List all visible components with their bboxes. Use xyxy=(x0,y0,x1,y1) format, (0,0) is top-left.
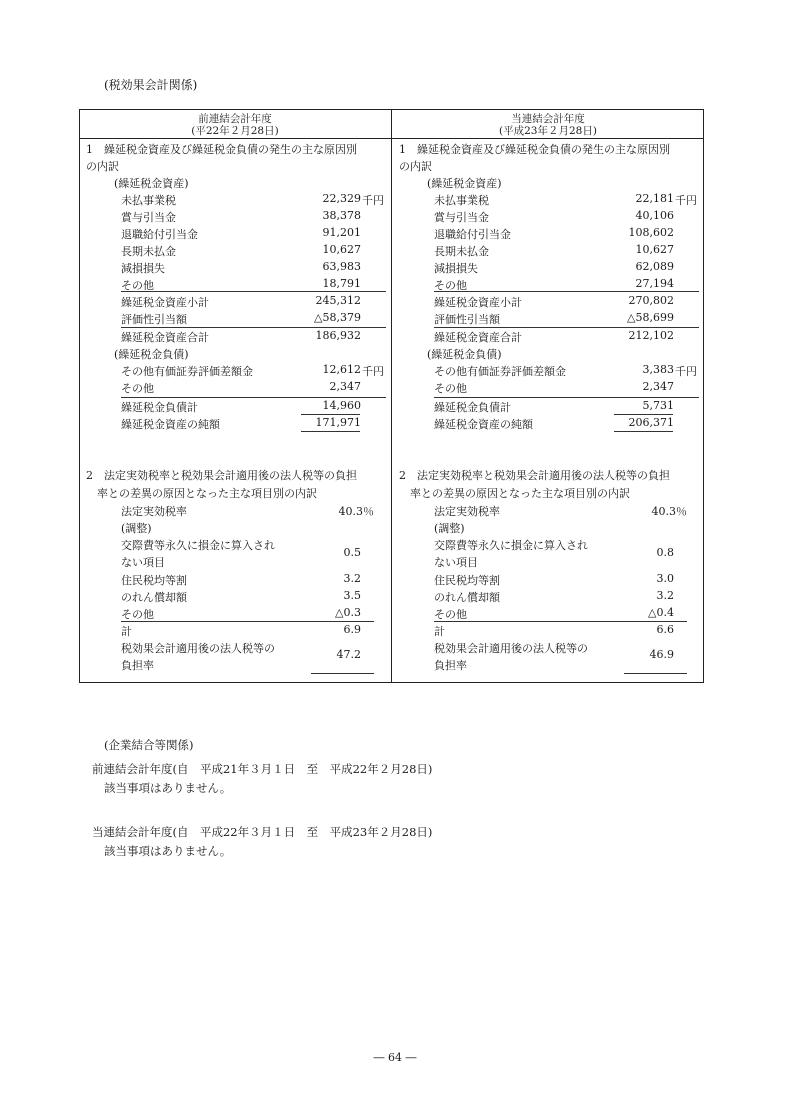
liability-item-value: 2,347 xyxy=(642,380,674,393)
entertainment-value: 0.8 xyxy=(656,546,674,559)
liability-item-label: その他有価証券評価差額金 xyxy=(121,365,253,378)
liability-item-label: その他有価証券評価差額金 xyxy=(434,365,566,378)
section2-title: 2 法定実効税率と税効果会計適用後の法人税等の負担 xyxy=(399,469,670,482)
column-header-date: (平22年２月28日) xyxy=(191,125,279,137)
assets-heading: (繰延税金資産) xyxy=(427,177,502,190)
adjustment-heading: (調整) xyxy=(434,522,465,535)
liabilities-total-value: 14,960 xyxy=(322,399,361,412)
section2-title: 2 法定実効税率と税効果会計適用後の法人税等の負担 xyxy=(86,469,357,482)
asset-item-value: 22,329 xyxy=(322,192,361,205)
prior-period-label: 前連結会計年度(自 平成21年３月１日 至 平成22年２月28日) xyxy=(92,762,433,776)
current-period-note: 該当事項はありません。 xyxy=(104,844,232,858)
business-combination-title: (企業結合等関係) xyxy=(104,738,194,752)
asset-item-value: 22,181 xyxy=(635,192,674,205)
assets-heading: (繰延税金資産) xyxy=(114,177,189,190)
prior-year-column xyxy=(79,0,391,1118)
net-deferred-tax-assets-label: 繰延税金資産の純額 xyxy=(434,418,533,431)
effective-rate-rule xyxy=(624,673,687,674)
asset-item-label: 賞与引当金 xyxy=(434,211,489,224)
asset-item-label: 長期未払金 xyxy=(121,245,176,258)
column-header-title: 前連結会計年度 xyxy=(198,113,272,125)
section1-title-cont: の内訳 xyxy=(399,160,432,173)
liability-item-value: 2,347 xyxy=(329,380,361,393)
asset-item-unit: 千円 xyxy=(362,194,384,207)
liabilities-total-value: 5,731 xyxy=(642,399,674,412)
liabilities-total-label: 繰延税金負債計 xyxy=(121,401,198,414)
net-lower-rule xyxy=(614,431,673,432)
effective-rate-label-cont: 負担率 xyxy=(121,659,154,672)
asset-item-label: その他 xyxy=(121,279,154,292)
liability-item-unit: 千円 xyxy=(675,365,697,378)
effective-rate-label: 税効果会計適用後の法人税等の xyxy=(434,642,588,655)
adjustment-total-value: 6.9 xyxy=(343,623,361,636)
asset-item-label: 賞与引当金 xyxy=(121,211,176,224)
adjustment-item-value: △0.4 xyxy=(648,606,674,619)
subtotal-rule xyxy=(434,291,699,292)
asset-item-label: 未払事業税 xyxy=(434,194,489,207)
adjustment-item-label: その他 xyxy=(434,608,467,621)
asset-item-value: 63,983 xyxy=(322,260,361,273)
liabilities-heading: (繰延税金負債) xyxy=(427,348,502,361)
net-upper-rule xyxy=(614,414,673,415)
valuation-allowance-label: 評価性引当額 xyxy=(121,313,187,326)
adjustment-item-value: 3.2 xyxy=(656,589,674,602)
net-lower-rule xyxy=(301,431,360,432)
asset-item-label: 長期未払金 xyxy=(434,245,489,258)
total-rule xyxy=(121,327,386,328)
asset-item-value: 27,194 xyxy=(635,277,674,290)
asset-item-value: 10,627 xyxy=(635,243,674,256)
adjustment-total-value: 6.6 xyxy=(656,623,674,636)
asset-item-label: 減損損失 xyxy=(121,262,165,275)
liability-item-unit: 千円 xyxy=(362,365,384,378)
liability-item-value: 3,383 xyxy=(642,363,674,376)
asset-item-label: 退職給付引当金 xyxy=(121,228,198,241)
asset-item-label: 減損損失 xyxy=(434,262,478,275)
adjustment-item-label: 住民税均等割 xyxy=(434,574,500,587)
prior-period-note: 該当事項はありません。 xyxy=(104,781,232,795)
adjustment-total-label: 計 xyxy=(434,625,445,638)
effective-rate-rule xyxy=(311,673,374,674)
effective-rate-label: 税効果会計適用後の法人税等の xyxy=(121,642,275,655)
valuation-allowance-value: △58,379 xyxy=(314,311,361,324)
valuation-allowance-value: △58,699 xyxy=(627,311,674,324)
liability-item-value: 12,612 xyxy=(322,363,361,376)
adjustment-total-rule xyxy=(434,621,687,622)
net-upper-rule xyxy=(301,414,360,415)
adjustment-item-label: のれん償却額 xyxy=(121,591,187,604)
liabilities-total-rule xyxy=(434,397,699,398)
section2-title-cont: 率との差異の原因となった主な項目別の内訳 xyxy=(97,487,317,500)
entertainment-label: 交際費等永久に損金に算入され xyxy=(434,539,588,552)
assets-total-label: 繰延税金資産合計 xyxy=(121,331,209,344)
adjustment-item-value: 3.0 xyxy=(656,572,674,585)
assets-total-label: 繰延税金資産合計 xyxy=(434,331,522,344)
current-year-column xyxy=(392,0,704,1118)
liabilities-heading: (繰延税金負債) xyxy=(114,348,189,361)
adjustment-heading: (調整) xyxy=(121,522,152,535)
asset-item-value: 38,378 xyxy=(322,209,361,222)
section-title-tax-effect: (税効果会計関係) xyxy=(104,78,198,92)
section2-title-cont: 率との差異の原因となった主な項目別の内訳 xyxy=(410,487,630,500)
net-deferred-tax-assets-value: 171,971 xyxy=(315,416,361,429)
current-period-label: 当連結会計年度(自 平成22年３月１日 至 平成23年２月28日) xyxy=(92,825,433,839)
asset-item-value: 108,602 xyxy=(628,226,674,239)
asset-item-value: 62,089 xyxy=(635,260,674,273)
asset-item-value: 91,201 xyxy=(322,226,361,239)
column-header-date: (平成23年２月28日) xyxy=(499,125,597,137)
liability-item-label: その他 xyxy=(121,382,154,395)
asset-item-value: 10,627 xyxy=(322,243,361,256)
adjustment-total-rule xyxy=(121,621,374,622)
asset-item-label: その他 xyxy=(434,279,467,292)
entertainment-label: 交際費等永久に損金に算入され xyxy=(121,539,275,552)
net-deferred-tax-assets-label: 繰延税金資産の純額 xyxy=(121,418,220,431)
assets-subtotal-value: 270,802 xyxy=(628,294,674,307)
assets-total-value: 212,102 xyxy=(628,329,674,342)
statutory-tax-rate-label: 法定実効税率 xyxy=(434,505,500,518)
liabilities-total-rule xyxy=(121,397,386,398)
valuation-allowance-label: 評価性引当額 xyxy=(434,313,500,326)
assets-subtotal-label: 繰延税金資産小計 xyxy=(121,296,209,309)
adjustment-total-label: 計 xyxy=(121,625,132,638)
page-number: ― 64 ― xyxy=(373,1051,417,1064)
statutory-tax-rate-value: 40.3％ xyxy=(651,505,687,518)
subtotal-rule xyxy=(121,291,386,292)
asset-item-label: 未払事業税 xyxy=(121,194,176,207)
section1-title: 1 繰延税金資産及び繰延税金負債の発生の主な原因別 xyxy=(86,143,357,156)
adjustment-item-value: 3.5 xyxy=(343,589,361,602)
asset-item-unit: 千円 xyxy=(675,194,697,207)
effective-rate-value: 46.9 xyxy=(649,648,674,661)
statutory-tax-rate-value: 40.3％ xyxy=(338,505,374,518)
effective-rate-label-cont: 負担率 xyxy=(434,659,467,672)
net-deferred-tax-assets-value: 206,371 xyxy=(628,416,674,429)
liabilities-total-label: 繰延税金負債計 xyxy=(434,401,511,414)
section1-title: 1 繰延税金資産及び繰延税金負債の発生の主な原因別 xyxy=(399,143,670,156)
total-rule xyxy=(434,327,699,328)
adjustment-item-label: のれん償却額 xyxy=(434,591,500,604)
section1-title-cont: の内訳 xyxy=(86,160,119,173)
adjustment-item-value: △0.3 xyxy=(335,606,361,619)
entertainment-value: 0.5 xyxy=(343,546,361,559)
asset-item-label: 退職給付引当金 xyxy=(434,228,511,241)
effective-rate-value: 47.2 xyxy=(336,648,361,661)
asset-item-value: 18,791 xyxy=(322,277,361,290)
assets-subtotal-label: 繰延税金資産小計 xyxy=(434,296,522,309)
adjustment-item-label: 住民税均等割 xyxy=(121,574,187,587)
entertainment-label-cont: ない項目 xyxy=(434,556,478,569)
asset-item-value: 40,106 xyxy=(635,209,674,222)
assets-total-value: 186,932 xyxy=(315,329,361,342)
column-header-title: 当連結会計年度 xyxy=(511,113,585,125)
liability-item-label: その他 xyxy=(434,382,467,395)
entertainment-label-cont: ない項目 xyxy=(121,556,165,569)
adjustment-item-value: 3.2 xyxy=(343,572,361,585)
assets-subtotal-value: 245,312 xyxy=(315,294,361,307)
statutory-tax-rate-label: 法定実効税率 xyxy=(121,505,187,518)
adjustment-item-label: その他 xyxy=(121,608,154,621)
